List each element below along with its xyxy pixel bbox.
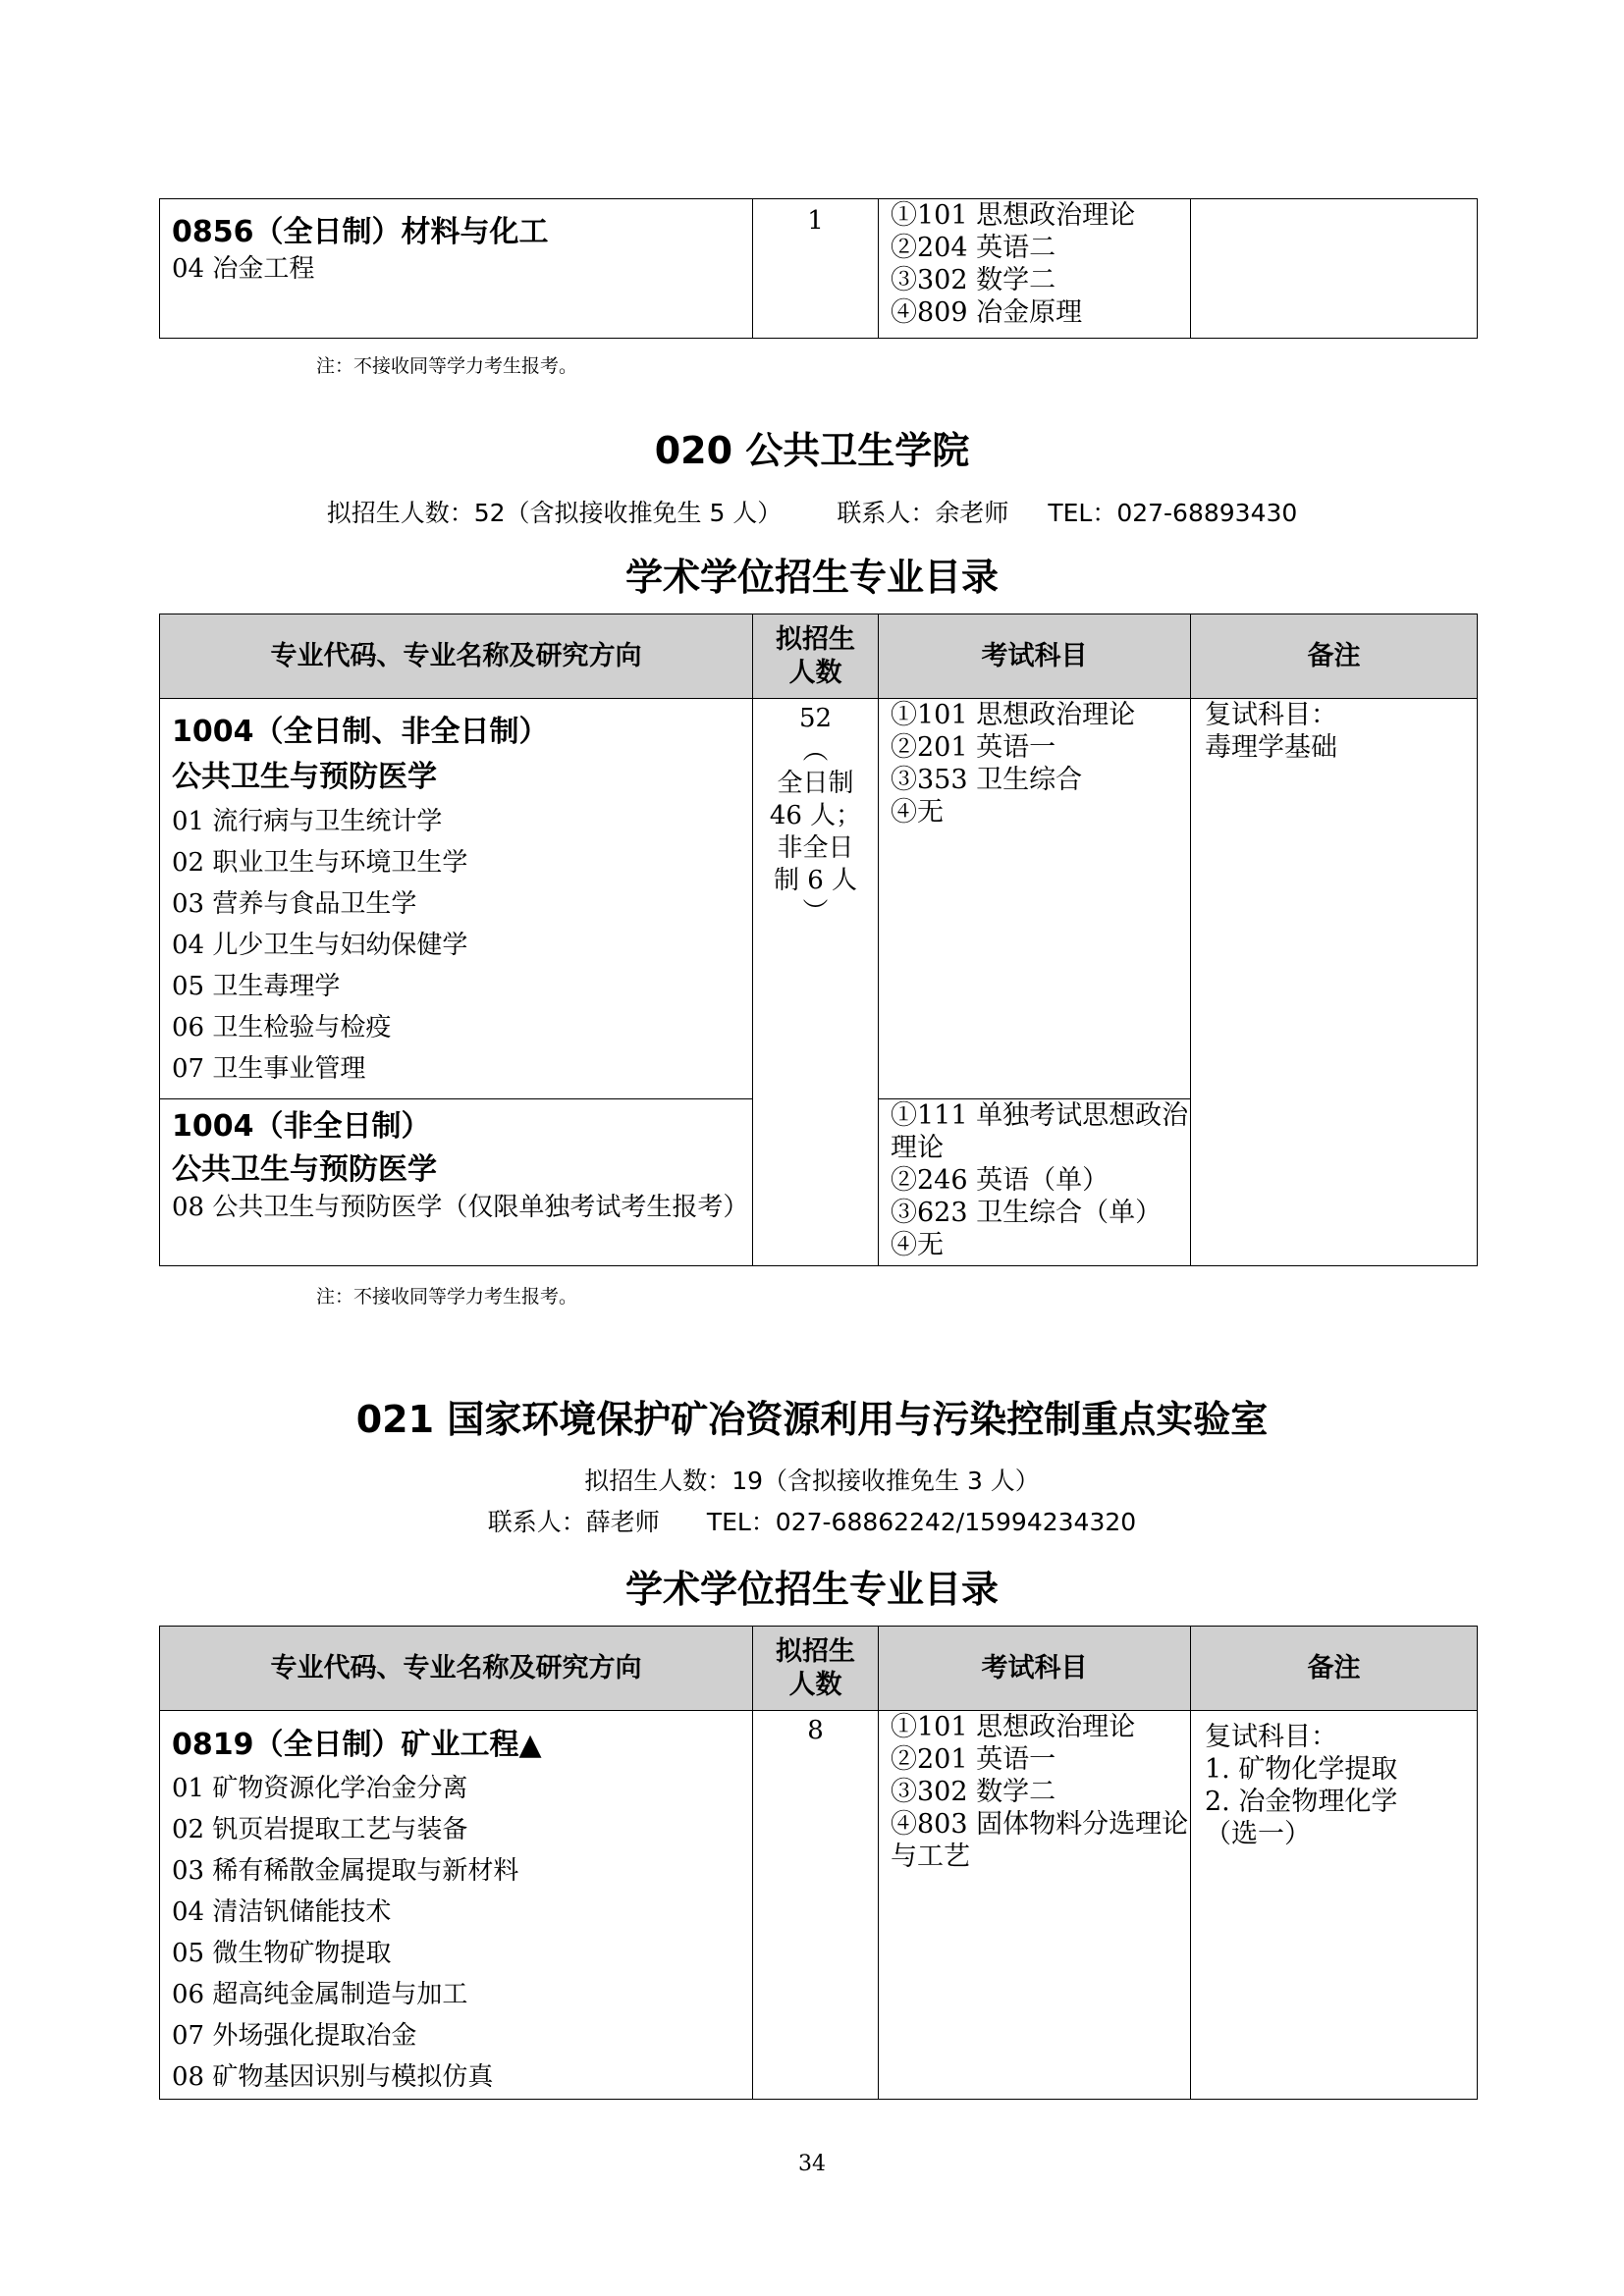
exam-cell [879, 199, 1191, 339]
enrollment-detail: 非全日 [777, 833, 854, 863]
header-exam: 考试科目 [879, 614, 1191, 699]
enrollment-plan: 拟招生人数：52（含拟接收推免生 5 人） [326, 499, 783, 527]
enrollment-detail: 46 人； [769, 801, 862, 830]
exam-item: ①101 思想政治理论 [891, 700, 1136, 730]
catalog-table-020 [159, 614, 1478, 1266]
major-code: 1004（全日制、非全日制） [172, 715, 549, 749]
major-code: 0856（全日制）材料与化工 [172, 215, 549, 249]
exam-item: ④无 [891, 1230, 944, 1260]
remark-line: 1. 矿物化学提取 [1205, 1754, 1398, 1785]
exam-item: ③623 卫生综合（单） [891, 1198, 1163, 1228]
direction-item: 02 职业卫生与环境卫生学 [172, 848, 468, 878]
exam-item: ②204 英语二 [891, 233, 1056, 263]
direction-item: 01 矿物资源化学冶金分离 [172, 1774, 468, 1803]
top-table [159, 198, 1478, 339]
major-cell [160, 699, 753, 1099]
direction-item: 04 冶金工程 [172, 254, 315, 284]
major-cell [160, 1711, 753, 2100]
enrollment-detail: 制 6 人 [773, 866, 858, 895]
remark-line: 毒理学基础 [1205, 732, 1337, 763]
exam-item: ②246 英语（单） [891, 1165, 1110, 1196]
remark-cell [1191, 699, 1478, 1266]
enrollment-cell [753, 1711, 879, 2100]
exam-item: ①111 单独考试思想政治理论 [891, 1100, 1189, 1163]
catalog-title: 学术学位招生专业目录 [624, 1568, 999, 1611]
direction-item: 05 卫生毒理学 [172, 972, 341, 1001]
header-exam: 考试科目 [879, 1627, 1191, 1711]
enrollment-cell [753, 699, 879, 1266]
remark-line: 2. 冶金物理化学 [1205, 1787, 1398, 1817]
enrollment-number: 52 [798, 704, 833, 733]
direction-item: 01 流行病与卫生统计学 [172, 807, 443, 836]
exam-item: ①101 思想政治理论 [891, 200, 1136, 231]
exam-item: ④803 固体物料分选理论与工艺 [891, 1809, 1189, 1872]
direction-item: 06 超高纯金属制造与加工 [172, 1980, 468, 2009]
enrollment-number: 8 [807, 1716, 824, 1745]
section-title: 021 国家环境保护矿冶资源利用与污染控制重点实验室 [355, 1398, 1269, 1441]
exam-item: ①101 思想政治理论 [891, 1712, 1136, 1742]
header-remark: 备注 [1191, 614, 1478, 699]
exam-cell [879, 1711, 1191, 2100]
major-code: 0819（全日制）矿业工程▲ [172, 1728, 542, 1762]
major-cell [160, 1099, 753, 1266]
direction-item: 02 钒页岩提取工艺与装备 [172, 1815, 468, 1844]
exam-item: ②201 英语一 [891, 1744, 1056, 1775]
enrollment-plan: 拟招生人数：19（含拟接收推免生 3 人） [584, 1467, 1040, 1495]
catalog-title: 学术学位招生专业目录 [624, 556, 999, 599]
enrollment-cell [753, 199, 879, 339]
header-remark: 备注 [1191, 1627, 1478, 1711]
header-major: 专业代码、专业名称及研究方向 [160, 1627, 753, 1711]
section-info [0, 494, 1624, 529]
major-code: 1004（非全日制） [172, 1109, 431, 1144]
direction-item: 06 卫生检验与检疫 [172, 1013, 392, 1042]
contact-tel: TEL：027-68893430 [1048, 499, 1298, 527]
contact-tel: TEL：027-68862242/15994234320 [706, 1508, 1137, 1536]
catalog-table-021 [159, 1626, 1478, 2100]
paren-close: ︶ [802, 898, 829, 928]
exam-item: ④无 [891, 797, 944, 828]
remark-line: 复试科目： [1205, 700, 1337, 730]
remark-line: 复试科目： [1205, 1722, 1337, 1752]
footnote: 注：不接收同等学力考生报考。 [316, 1286, 578, 1308]
paren-open: ︵ [802, 736, 829, 766]
header-enrollment: 拟招生人数 [753, 1627, 879, 1711]
enrollment-number: 1 [807, 206, 824, 236]
header-major: 专业代码、专业名称及研究方向 [160, 614, 753, 699]
direction-item: 04 儿少卫生与妇幼保健学 [172, 931, 468, 960]
section-title: 020 公共卫生学院 [654, 429, 970, 472]
exam-cell [879, 699, 1191, 1099]
direction-item: 08 公共卫生与预防医学（仅限单独考试考生报考） [172, 1193, 749, 1222]
page-number: 34 [798, 2152, 826, 2176]
exam-item: ③353 卫生综合 [891, 765, 1083, 795]
direction-item: 07 外场强化提取冶金 [172, 2021, 417, 2051]
exam-item: ②201 英语一 [891, 732, 1056, 763]
enrollment-detail: 全日制 [777, 769, 854, 798]
remark-cell [1191, 1711, 1478, 2100]
contact-person: 联系人：余老师 [837, 499, 1009, 527]
exam-cell [879, 1099, 1191, 1266]
footnote: 注：不接收同等学力考生报考。 [316, 355, 578, 377]
direction-item: 07 卫生事业管理 [172, 1054, 366, 1084]
header-enrollment: 拟招生人数 [753, 614, 879, 699]
direction-item: 03 营养与食品卫生学 [172, 889, 417, 919]
major-cell [160, 199, 753, 339]
exam-item: ④809 冶金原理 [891, 297, 1083, 328]
contact-person: 联系人：薛老师 [487, 1508, 660, 1536]
remark-line: （选一） [1205, 1819, 1311, 1849]
major-name: 公共卫生与预防医学 [172, 1152, 437, 1187]
section-contact [0, 1503, 1624, 1538]
major-name: 公共卫生与预防医学 [172, 760, 437, 794]
direction-item: 04 清洁钒储能技术 [172, 1897, 392, 1927]
exam-item: ③302 数学二 [891, 1777, 1056, 1807]
exam-item: ③302 数学二 [891, 265, 1056, 295]
direction-item: 05 微生物矿物提取 [172, 1939, 392, 1968]
remark-cell [1191, 199, 1478, 339]
direction-item: 08 矿物基因识别与模拟仿真 [172, 2062, 494, 2092]
direction-item: 03 稀有稀散金属提取与新材料 [172, 1856, 519, 1886]
